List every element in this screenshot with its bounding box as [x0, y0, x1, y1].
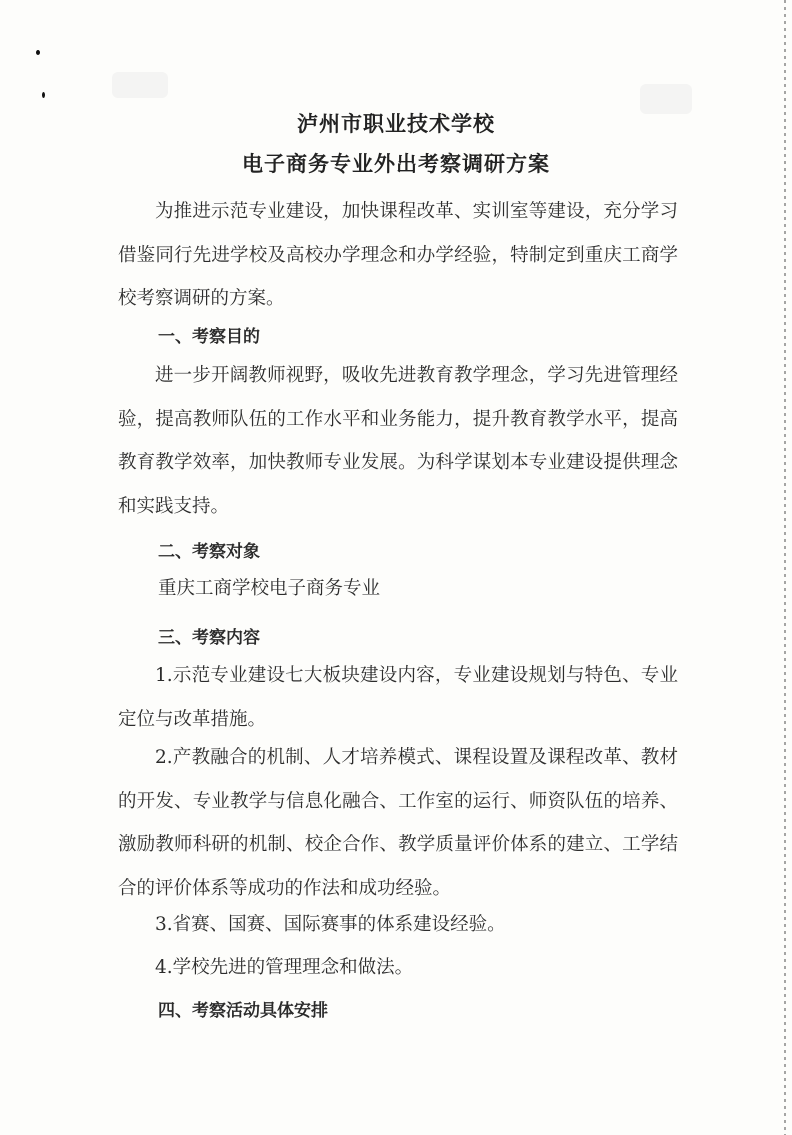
scan-smudge [112, 72, 168, 98]
section-body-target: 重庆工商学校电子商务专业 [158, 578, 381, 599]
content-item-4: 4.学校先进的管理理念和做法。 [155, 957, 414, 978]
section-body-purpose: 进一步开阔教师视野，吸收先进教育教学理念，学习先进管理经验，提高教师队伍的工作水平和业务能力，提升教育教学水平，提高教育教学效率，加快教师专业发展。为科学谋划本专业建设提供理念和实践支持。 [118, 365, 678, 517]
content-item-2: 2.产教融合的机制、人才培养模式、课程设置及课程改革、教材的开发、专业教学与信息化融合、工作室的运行、师资队伍的培养、激励教师科研的机制、校企合作、教学质量评价体系的建立、工学结合的评价体系等成功的作法和成功经验。 [118, 747, 678, 899]
document-subtitle: 电子商务专业外出考察调研方案 [242, 152, 550, 176]
section-heading-content: 三、考察内容 [158, 628, 260, 648]
content-item-3: 3.省赛、国赛、国际赛事的体系建设经验。 [155, 914, 506, 935]
section-heading-schedule: 四、考察活动具体安排 [158, 1001, 328, 1021]
scan-speck [36, 50, 40, 55]
section-heading-purpose: 一、考察目的 [158, 327, 260, 347]
scan-speck [42, 92, 45, 98]
content-item-1: 1.示范专业建设七大板块建设内容，专业建设规划与特色、专业定位与改革措施。 [118, 665, 678, 730]
intro-paragraph: 为推进示范专业建设，加快课程改革、实训室等建设，充分学习借鉴同行先进学校及高校办学理念和办学经验，特制定到重庆工商学校考察调研的方案。 [118, 201, 678, 309]
section-heading-target: 二、考察对象 [158, 542, 260, 562]
document-title: 泸州市职业技术学校 [297, 112, 495, 136]
